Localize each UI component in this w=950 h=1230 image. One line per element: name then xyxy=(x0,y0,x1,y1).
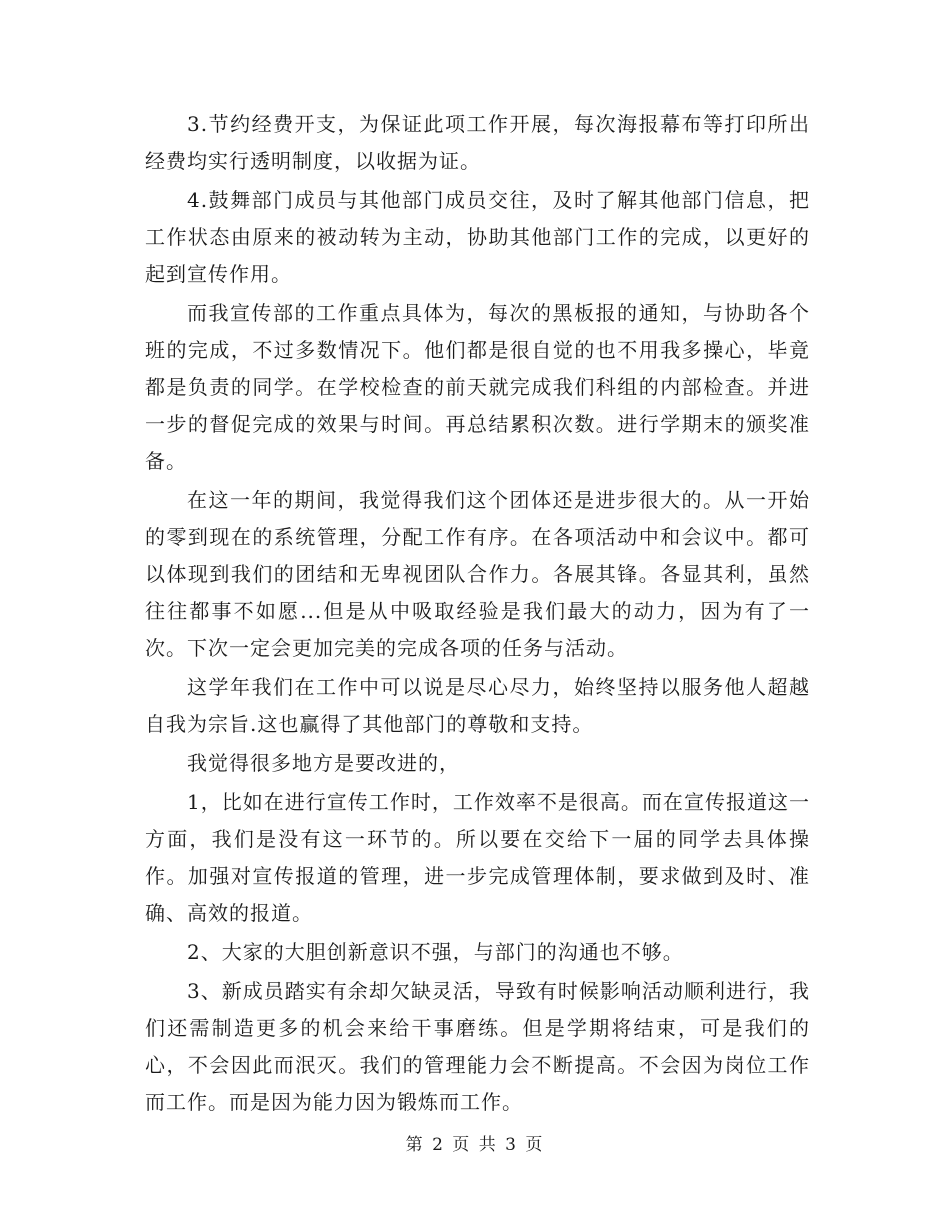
paragraph-improvement-1: 1，比如在进行宣传工作时，工作效率不是很高。而在宣传报道这一方面，我们是没有这一环节的。所以要在交给下一届的同学去具体操作。加强对宣传报道的管理，进一步完成管理体制，要求做到及时、准确、高效的报道。 xyxy=(145,790,810,925)
paragraph-improvements-intro: 我觉得很多地方是要改进的， xyxy=(187,751,460,775)
paragraph-improvement-3: 3、新成员踏实有余却欠缺灵活，导致有时候影响活动顺利进行，我们还需制造更多的机会来给干事磨练。但是学期将结束，可是我们的心，不会因此而泯灭。我们的管理能力会不断提高。不会因为岗位工作而工作。而是因为能力因为锻炼而工作。 xyxy=(145,979,810,1114)
paragraph-item-4: 4.鼓舞部门成员与其他部门成员交往，及时了解其他部门信息，把工作状态由原来的被动转为主动，协助其他部门工作的完成，以更好的起到宣传作用。 xyxy=(145,188,810,286)
paragraph-item-3: 3.节约经费开支，为保证此项工作开展，每次海报幕布等打印所出经费均实行透明制度，以收据为证。 xyxy=(145,112,810,173)
page-number-footer: 第 2 页 共 3 页 xyxy=(405,1135,545,1155)
document-body xyxy=(145,106,810,1123)
paragraph-year-review: 在这一年的期间，我觉得我们这个团体还是进步很大的。从一开始的零到现在的系统管理，分配工作有序。在各项活动中和会议中。都可以体现到我们的团结和无卑视团队合作力。各展其锋。各显其利，虽然往往都事不如愿...但是从中吸取经验是我们最大的动力，因为有了一次。下次一定会更加完美的完成各项的任务与活动。 xyxy=(145,488,810,660)
paragraph-publicity-focus: 而我宣传部的工作重点具体为，每次的黑板报的通知，与协助各个班的完成，不过多数情况下。他们都是很自觉的也不用我多操心，毕竟都是负责的同学。在学校检查的前天就完成我们科组的内部检查。并进一步的督促完成的效果与时间。再总结累积次数。进行学期末的颁奖准备。 xyxy=(145,301,810,473)
paragraph-improvement-2: 2、大家的大胆创新意识不强，与部门的沟通也不够。 xyxy=(187,940,684,964)
paragraph-dedication: 这学年我们在工作中可以说是尽心尽力，始终坚持以服务他人超越自我为宗旨.这也赢得了其他部门的尊敬和支持。 xyxy=(145,675,810,736)
